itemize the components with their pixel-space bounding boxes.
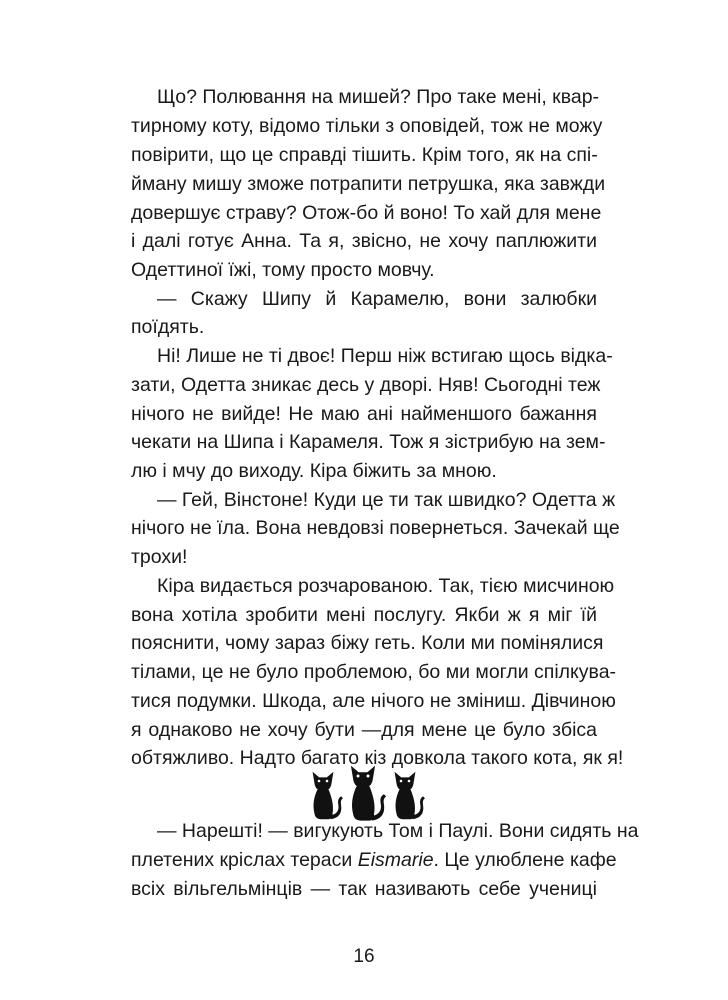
text-line: довершує страву? Отож-бо й воно! То хай для мене: [131, 202, 602, 224]
text-line: Що? Полювання на мишей? Про таке мені, квар-: [157, 86, 600, 108]
text-line: чекати на Шипа і Карамеля. Тож я зістрибую на зем-: [131, 431, 606, 453]
text-line: тілами, це не було проблемою, бо ми могли спілкува-: [131, 661, 617, 683]
text-line: йману мишу зможе потрапити петрушка, яка завжди: [131, 173, 606, 195]
text-line: тися подумки. Шкода, але нічого не зміниш. Дівчиною: [131, 690, 616, 712]
text-span: . Це улюблене кафе: [433, 849, 617, 871]
text-span: плетених кріслах тераси: [131, 849, 358, 871]
three-black-cats-icon: [305, 765, 427, 821]
text-line: лю і мчу до виходу. Кіра біжить за мною.: [131, 460, 497, 482]
italic-title: Eismarie: [357, 849, 434, 871]
text-line: Ні! Лише не ті двоє! Перш ніж встигаю щось відка-: [157, 345, 613, 367]
text-line: я однаково не хочу бути —для мене це було збіса: [131, 719, 597, 741]
text-line: вона хотіла зробити мені послугу. Якби ж я міг їй: [131, 604, 597, 626]
text-line: — Гей, Вінстоне! Куди це ти так швидко? Одетта ж: [157, 489, 616, 511]
text-line: тирному коту, відомо тільки з оповідей, тож не можу: [131, 115, 603, 137]
text-line: і далі готує Анна. Та я, звісно, не хочу паплюжити: [131, 230, 597, 252]
text-line: — Скажу Шипу й Карамелю, вони залюбки: [157, 288, 597, 310]
text-line: поїдять.: [131, 316, 205, 338]
text-span: — Нарешті! — вигукують Том і Паулі. Вони сидять на: [157, 820, 639, 842]
text-line: Одеттиної їжі, тому просто мовчу.: [131, 259, 435, 281]
text-line: нічого не їла. Вона невдовзі повернеться. Зачекай ще: [131, 517, 620, 539]
text-line: [131, 849, 617, 875]
text-line: всіх вільгельмінців — так називають себе учениці: [131, 878, 597, 900]
text-line: нічого не вийде! Не маю ані найменшого бажання: [131, 403, 597, 425]
text-line: обтяжливо. Надто багато кіз довкола такого кота, як я!: [131, 747, 624, 769]
text-line: зати, Одетта зникає десь у дворі. Няв! Сьогодні теж: [131, 374, 601, 396]
page-number: 16: [353, 946, 375, 967]
text-line: пояснити, чому зараз біжу геть. Коли ми помінялися: [131, 632, 604, 654]
text-line: повірити, що це справді тішить. Крім того, як на спі-: [131, 144, 598, 166]
text-line: Кіра видається розчарованою. Так, тією мисчиною: [157, 575, 615, 597]
text-line: [157, 820, 639, 846]
text-line: трохи!: [131, 546, 188, 568]
